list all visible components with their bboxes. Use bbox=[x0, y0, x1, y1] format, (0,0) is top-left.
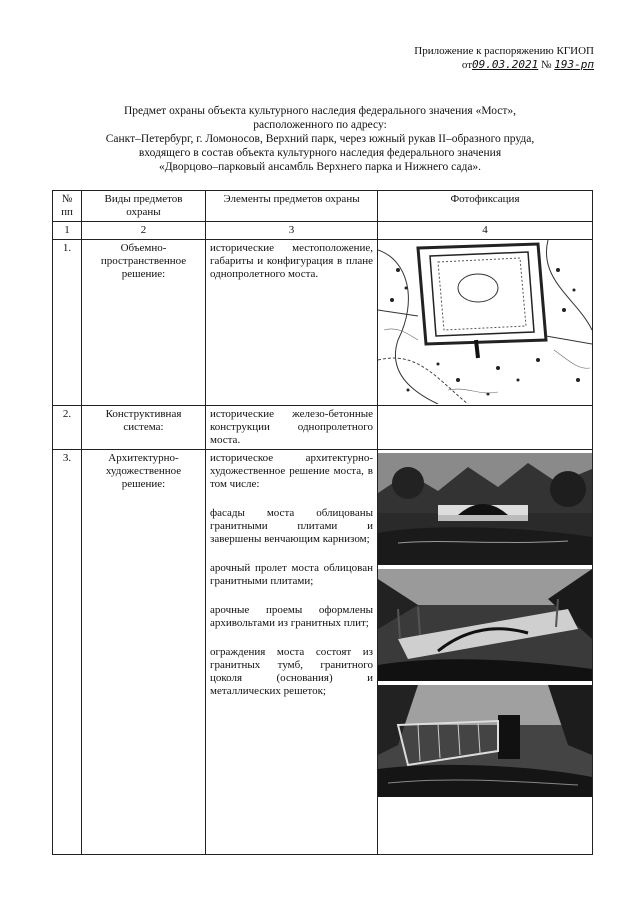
appendix-title: Приложение к распоряжению КГИОП bbox=[414, 45, 594, 57]
document-heading bbox=[40, 104, 600, 174]
table-row bbox=[53, 450, 593, 855]
row-elements bbox=[206, 406, 378, 450]
table-row bbox=[53, 240, 593, 406]
appendix-prefix: от bbox=[461, 59, 473, 71]
table-row bbox=[53, 406, 593, 450]
index-cell: 4 bbox=[378, 222, 593, 240]
heading-line-3: Санкт–Петербург, г. Ломоносов, Верхний парк, через южный рукав II–образного пруда, bbox=[105, 133, 535, 145]
table-index-row bbox=[53, 222, 593, 240]
photo-cell bbox=[378, 450, 593, 855]
row-elements bbox=[206, 240, 378, 406]
element-text: ограждения моста состоят из гранитных тумб, гранитного цоколя (основания) и металлических решеток; bbox=[210, 646, 373, 697]
index-cell: 3 bbox=[206, 222, 378, 240]
appendix-number-label: № bbox=[541, 59, 552, 71]
element-text: арочные проемы оформлены архивольтами из гранитных плит; bbox=[210, 604, 373, 629]
row-elements bbox=[206, 450, 378, 855]
bridge-facade-photo bbox=[378, 453, 592, 565]
appendix-date: 09.03.2021 bbox=[472, 58, 539, 71]
bridge-railing-photo bbox=[378, 685, 592, 797]
header-kind: Виды предметов охраны bbox=[82, 191, 206, 222]
bridge-arch-photo bbox=[378, 569, 592, 681]
heading-line-1: Предмет охраны объекта культурного наследия федерального значения «Мост», bbox=[123, 105, 517, 117]
header-photo: Фотофиксация bbox=[378, 191, 593, 222]
element-text: фасады моста облицованы гранитными плитами и завершены венчающим карнизом; bbox=[210, 507, 373, 545]
element-text: историческое архитектурно-художественное решение моста, в том числе: bbox=[210, 452, 373, 490]
row-kind: Объемно-пространственное решение: bbox=[82, 240, 206, 406]
row-number: 3. bbox=[53, 450, 82, 855]
heading-line-5: «Дворцово–парковый ансамбль Верхнего парка и Нижнего сада». bbox=[158, 161, 482, 173]
index-cell: 1 bbox=[53, 222, 82, 240]
row-kind: Архитектурно-художественное решение: bbox=[82, 450, 206, 855]
row-number: 1. bbox=[53, 240, 82, 406]
appendix-number: 193-рп bbox=[554, 58, 594, 71]
photo-cell bbox=[378, 406, 593, 450]
site-plan-photo bbox=[378, 240, 592, 404]
row-number: 2. bbox=[53, 406, 82, 450]
appendix-block bbox=[414, 44, 594, 72]
element-text: арочный пролет моста облицован гранитными плитами; bbox=[210, 562, 373, 587]
table-header-row bbox=[53, 191, 593, 222]
protection-table bbox=[52, 190, 593, 855]
appendix-ref bbox=[414, 58, 594, 72]
row-kind: Конструктивная система: bbox=[82, 406, 206, 450]
element-text: исторические местоположение, габариты и конфигурация в плане однопролетного моста. bbox=[210, 242, 373, 280]
heading-line-4: входящего в состав объекта культурного наследия федерального значения bbox=[138, 147, 502, 159]
index-cell: 2 bbox=[82, 222, 206, 240]
heading-line-2: расположенного по адресу: bbox=[253, 119, 387, 131]
header-elements: Элементы предметов охраны bbox=[206, 191, 378, 222]
element-text: исторические железо-бетонные конструкции однопролетного моста. bbox=[210, 408, 373, 446]
photo-cell bbox=[378, 240, 593, 406]
header-num: № пп bbox=[53, 191, 82, 222]
